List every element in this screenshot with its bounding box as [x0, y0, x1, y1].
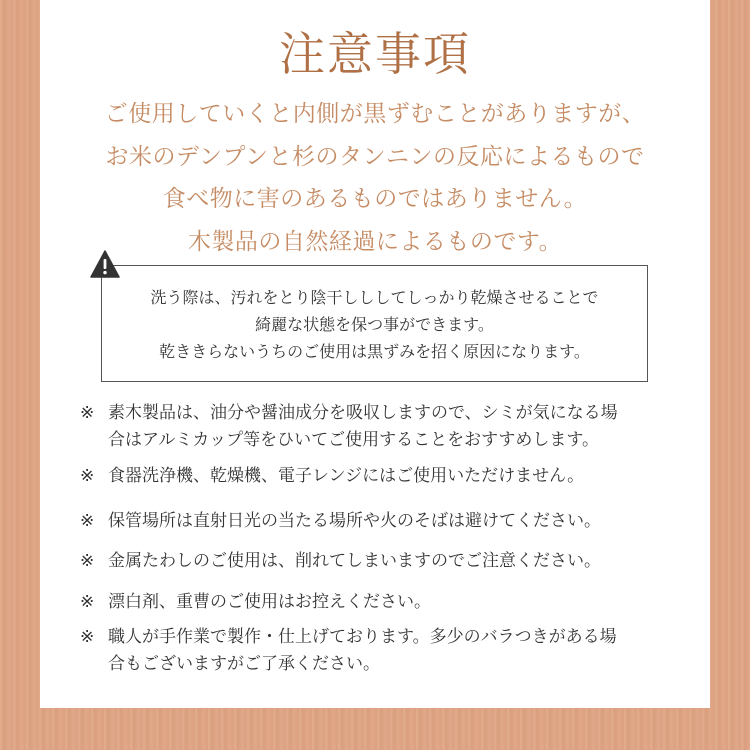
note-item: [80, 548, 670, 575]
intro-line: お米のデンプンと杉のタンニンの反応によるもので: [105, 143, 645, 170]
note-line: 漂白剤、重曹のご使用はお控えください。: [108, 592, 431, 612]
note-line: 合もございますがご了承ください。: [108, 654, 380, 674]
note-mark: ※: [80, 627, 95, 647]
warning-line: 洗う際は、汚れをとり陰干しししてしっかり乾燥させることで: [150, 288, 599, 307]
intro-line: 食べ物に害のあるものではありません。: [162, 186, 588, 212]
note-line: 保管場所は直射日光の当たる場所や火のそばは避けてください。: [108, 511, 601, 531]
notice-panel: [40, 0, 710, 708]
note-line: 食器洗浄機、乾燥機、電子レンジにはご使用いただけません。: [108, 466, 585, 486]
warning-icon: [90, 250, 120, 278]
intro-text: [40, 93, 710, 263]
note-item: [80, 624, 670, 678]
note-item: [80, 589, 670, 616]
intro-line: 木製品の自然経過によるものです。: [187, 228, 563, 255]
note-line: 職人が手作業で製作・仕上げております。多少のバラつきがある場: [108, 627, 617, 647]
note-item: [80, 463, 670, 490]
note-line: 合はアルミカップ等をひいてご使用することをおすすめします。: [108, 430, 599, 450]
warning-line: 乾ききらないうちのご使用は黒ずみを招く原因になります。: [159, 342, 590, 361]
note-mark: ※: [80, 551, 95, 571]
note-mark: ※: [80, 592, 95, 612]
note-mark: ※: [80, 511, 95, 531]
note-line: 素木製品は、油分や醤油成分を吸収しますので、シミが気になる場: [108, 403, 618, 423]
note-mark: ※: [80, 466, 95, 486]
note-item: [80, 400, 670, 454]
intro-line: ご使用していくと内側が黒ずむことがありますが、: [104, 101, 646, 127]
care-warning-box: [101, 265, 648, 382]
note-item: [80, 508, 670, 535]
page-title: 注意事項: [279, 27, 471, 81]
note-mark: ※: [80, 403, 95, 423]
warning-line: 綺麗な状態を保つ事ができます。: [255, 315, 494, 334]
note-line: 金属たわしのご使用は、削れてしまいますのでご注意ください。: [108, 551, 601, 571]
